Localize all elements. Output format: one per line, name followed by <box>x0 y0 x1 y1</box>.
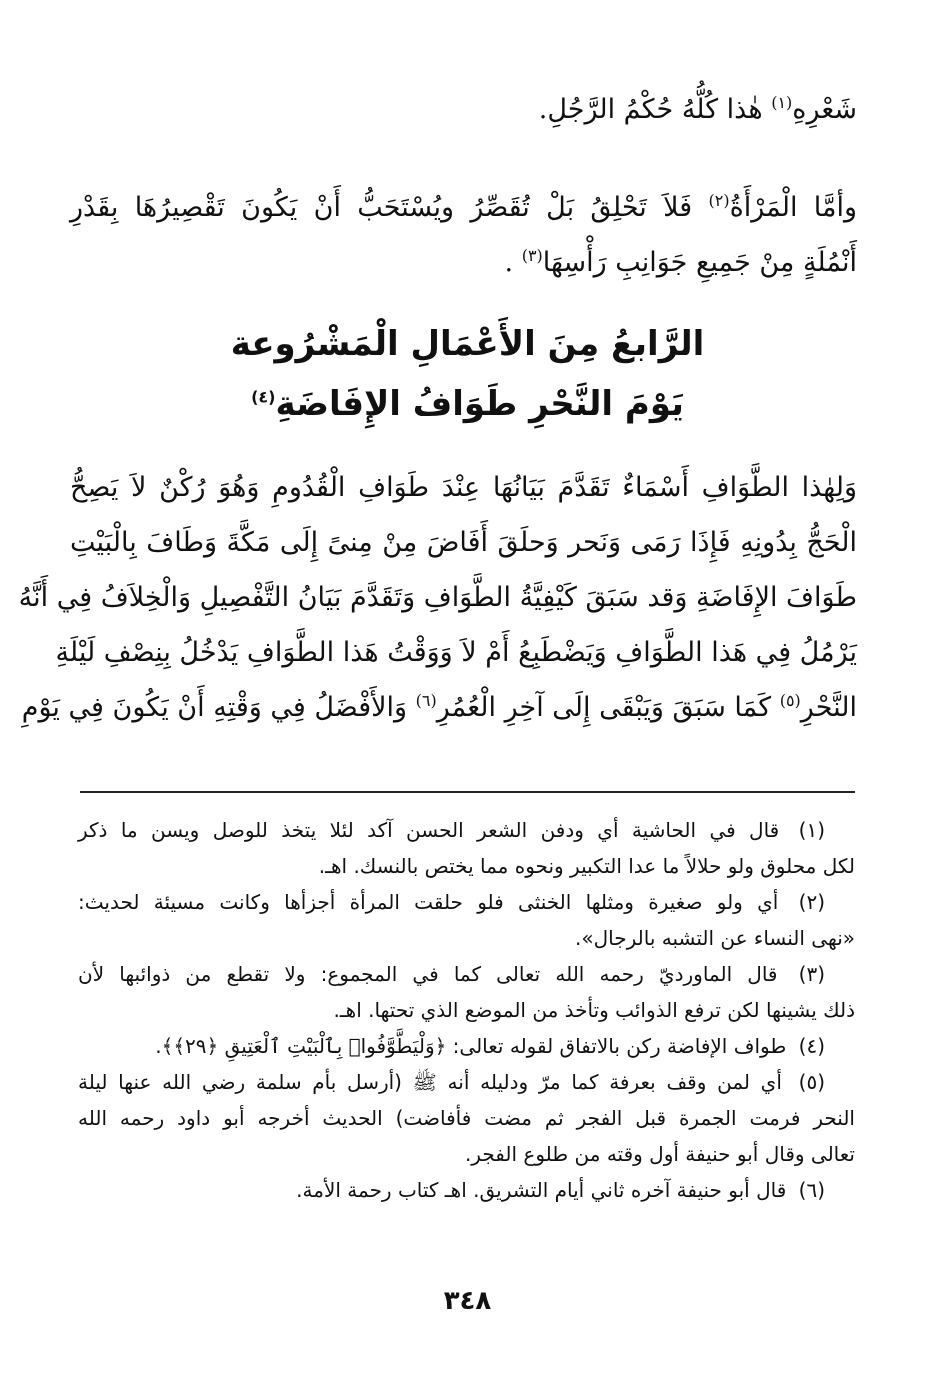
footnote-line <box>78 812 855 848</box>
section-subheading <box>70 376 865 432</box>
text-fragment: وأمَّا الْمَرْأَةُ <box>729 192 857 223</box>
footnote-line: «نهى النساء عن التشبه بالرجال». <box>575 926 855 950</box>
footnote-text: طواف الإفاضة ركن بالاتفاق لقوله تعالى: ﴿وَلْيَطَّوَّفُوا۟ بِٱلْبَيْتِ ٱلْعَتِيقِ ﴿٢٩﴾﴾. <box>155 1034 787 1058</box>
footnote-2 <box>78 884 855 956</box>
text-fragment: وَالأَفْضَلُ فِي وَقْتِهِ أَنْ يَكُونَ فِي يَوْمِ <box>21 692 408 723</box>
footnote-text: أي لمن وقف بعرفة كما مرّ ودليله أنه ﷺ (أرسل بأم سلمة رضي الله عنها ليلة <box>78 1070 782 1094</box>
footnote-number: (٤) <box>798 1034 825 1058</box>
footnote-text: قال الماورديّ رحمه الله تعالى كما في المجموع: ولا تقطع من ذوائبها لأن <box>78 962 778 986</box>
footnote-3 <box>78 956 855 1028</box>
footnote-6 <box>78 1172 855 1208</box>
footnote-number: (٦) <box>798 1178 825 1202</box>
footnote-ref: (٤) <box>251 387 276 407</box>
footnote-1 <box>78 812 855 884</box>
text-fragment: فَلاَ تَحْلِقُ بَلْ تُقَصِّرُ ويُسْتَحَبُّ أَنْ يَكُونَ تَقْصِيرُهَا بِقَدْرِ <box>70 192 693 223</box>
footnote-line <box>78 956 855 992</box>
paragraph-continuation <box>70 82 857 137</box>
section-heading: الرَّابعُ مِنَ الأَعْمَالِ الْمَشْرُوعة <box>230 324 705 364</box>
paragraph-tawaf-ifadah <box>18 460 857 735</box>
footnote-ref: (٥) <box>779 691 801 710</box>
footnote-number: (١) <box>798 818 826 842</box>
text-line: الْحَجُّ بِدُونِهِ فَإِذَا رَمَى وَنَحر وَحلَقَ أَفَاضَ مِنْ مِنىً إِلَى مَكَّةَ وَطَافَ بِالْبَيْتِ <box>70 527 857 558</box>
text-line <box>21 680 857 735</box>
footnote-ref: (٦) <box>415 691 437 710</box>
footnote-line: ذلك يشينها لكن ترفع الذوائب وتأخذ من الموضع الذي تحتها. اهـ. <box>333 998 855 1022</box>
text-line <box>70 82 857 137</box>
footnote-number: (٢) <box>798 890 825 914</box>
footnote-line <box>78 884 855 920</box>
footnote-number: (٥) <box>798 1070 825 1094</box>
footnote-text: قال أبو حنيفة آخره ثاني أيام التشريق. اهـ كتاب رحمة الأمة. <box>296 1178 787 1202</box>
footnote-4 <box>78 1028 855 1064</box>
footnote-ref: (١) <box>771 93 793 112</box>
footnote-line <box>78 1028 855 1064</box>
text-fragment: . <box>504 247 514 278</box>
text-line: طَوَافَ الإِفَاضَةِ وَقد سَبَقَ كَيْفِيَّةُ الطَّوَافِ وَتَقَدَّمَ بَيَانُ التَّفْصِيلِ وَالْخِلاَفُ فِي أَنَّهُ <box>18 582 857 613</box>
text-fragment: أَنْمُلَةٍ مِنْ جَمِيعِ جَوَانِبِ رَأْسِهَا <box>542 247 857 278</box>
text-line: يَرْمُلُ فِي هَذا الطَّوَافِ وَيَضْطَبِعُ أَمْ لاَ وَوَقْتُ هَذا الطَّوَافِ يَدْخُلُ بِنِصْفِ لَيْلَةِ <box>55 637 857 668</box>
subheading-text: يَوْمَ النَّحْرِ طَوَافُ الإِفَاضَةِ <box>275 384 684 424</box>
paragraph-women-hair <box>70 180 857 290</box>
footnote-text: قال في الحاشية أي ودفن الشعر الحسن آكد لئلا يتخذ للوصل ويسن ما ذكر <box>78 818 780 842</box>
footnotes <box>78 812 855 1208</box>
text-fragment: هٰذا كُلُّهُ حُكْمُ الرَّجُلِ. <box>538 94 763 125</box>
footnote-text: أي ولو صغيرة ومثلها الخنثى فلو حلقت المرأة أجزأها وكانت مسيئة لحديث: <box>78 890 779 914</box>
text-line: وَلِهٰذا الطَّوَافِ أَسْمَاءٌ تَقَدَّمَ بَيَانُهَا عِنْدَ طَوَافِ الْقُدُومِ وَهُوَ رُكْنٌ لاَ يَصِحُّ <box>70 472 857 503</box>
text-line <box>70 180 857 235</box>
footnote-line: لكل محلوق ولو حلالاً ما عدا التكبير ونحوه مما يختص بالنسك. اهـ. <box>318 854 855 878</box>
footnote-line: النحر فرمت الجمرة قبل الفجر ثم مضت فأفاضت) الحديث أخرجه أبو داود رحمه الله <box>78 1106 855 1130</box>
footnote-ref: (٣) <box>521 246 543 265</box>
footnote-line: تعالى وقال أبو حنيفة أول وقته من طلوع الفجر. <box>464 1142 855 1166</box>
footnote-number: (٣) <box>798 962 826 986</box>
text-fragment: كَمَا سَبَقَ وَيَبْقَى إِلَى آخِرِ الْعُمُرِ <box>436 692 772 723</box>
footnote-line <box>78 1064 855 1100</box>
footnote-divider <box>80 791 855 793</box>
page-number: ٣٤٨ <box>443 1286 492 1316</box>
footnote-5 <box>78 1064 855 1172</box>
footnote-ref: (٢) <box>708 191 730 210</box>
text-line <box>70 235 857 290</box>
text-fragment: النَّحْرِ <box>800 692 857 723</box>
footnote-line <box>78 1172 855 1208</box>
text-fragment: شَعْرِهِ <box>792 94 857 125</box>
